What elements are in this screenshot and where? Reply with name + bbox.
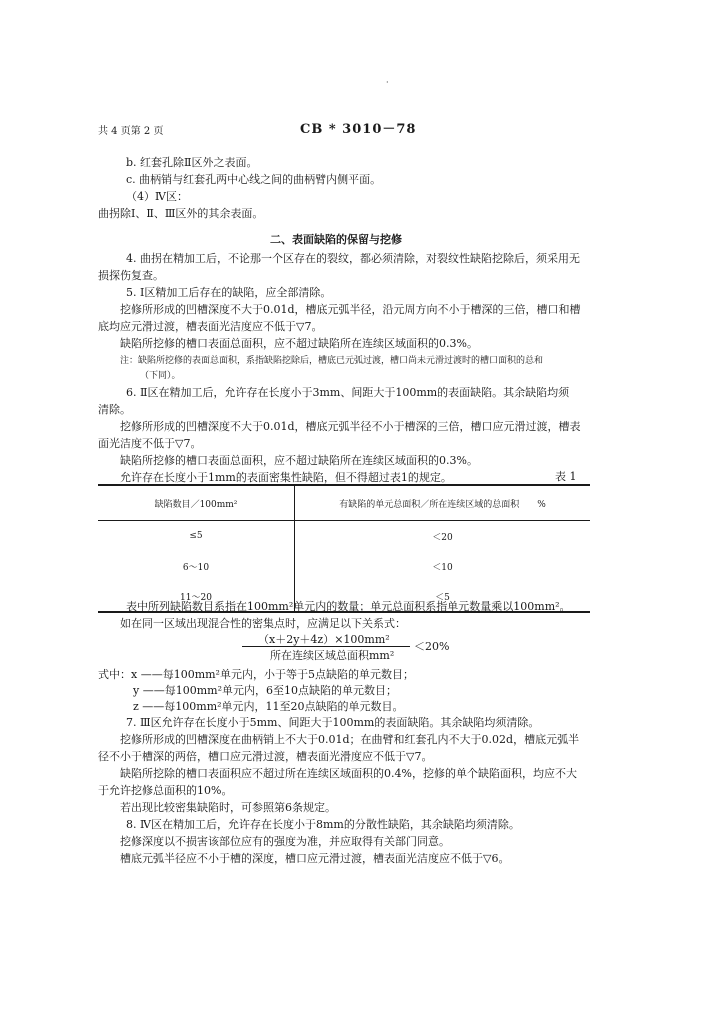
para-5: 5. Ⅰ区精加工后存在的缺陷，应全部清除。 — [126, 286, 332, 299]
area-ratio-cell: ＜20 — [432, 532, 453, 543]
zone4-text: 曲拐除Ⅰ、Ⅱ、Ⅲ区外的其余表面。 — [98, 207, 264, 220]
para-7: 7. Ⅲ区允许存在长度小于5mm、间距大于100mm的表面缺陷。其余缺陷均须清除。 — [126, 716, 540, 729]
defect-count-cell: 6～10 — [98, 551, 295, 581]
para-8: 8. Ⅳ区在精加工后，允许存在长度小于8mm的分散性缺陷，其余缺陷均须清除。 — [126, 818, 520, 831]
para-7-dense: 若出现比较密集缺陷时，可参照第6条规定。 — [120, 801, 336, 814]
para-6-dig-line2: 面光洁度不低于▽7。 — [98, 437, 202, 450]
formula-result: ＜20% — [414, 640, 450, 653]
defect-count-cell: 11～20 — [98, 581, 295, 612]
para-7-dig-line1: 挖修所形成的凹槽深度在曲柄销上不大于0.01d；在曲臂和红套孔内不大于0.02d，槽底元弧半 — [120, 733, 580, 746]
para-5-area: 缺陷所挖修的槽口表面总面积，应不超过缺陷所在连续区域面积的0.3%。 — [120, 337, 478, 350]
standard-code: CB * 3010－78 — [300, 122, 417, 137]
para-7-dig-line2: 径不小于槽深的两倍，槽口应元滑过渡，槽表面光滑度应不低于▽7。 — [98, 750, 433, 763]
section-title: 二、表面缺陷的保留与挖修 — [270, 233, 402, 246]
defect-density-table — [98, 484, 590, 613]
where-x: 式中：x ——每100mm²单元内，小于等于5点缺陷的单元数目； — [98, 668, 414, 681]
para-6-line2: 清除。 — [98, 403, 131, 416]
after-table-line1: 表中所列缺陷数目系指在100mm²单元内的数量；单元总面积系指单元数量乘以100mm²。 — [126, 600, 571, 613]
after-table-line2: 如在同一区域出现混合性的密集点时，应满足以下关系式： — [120, 617, 406, 630]
formula-fraction-line — [242, 646, 410, 647]
para-8-depth: 挖修深度以不损害该部位应有的强度为准，并应取得有关部门同意。 — [120, 835, 450, 848]
where-y: y ——每100mm²单元内，6至10点缺陷的单元数目； — [133, 684, 397, 697]
zone4-heading: （4）Ⅳ区： — [126, 190, 188, 203]
page-info: 共 4 页第 2 页 — [98, 126, 164, 137]
note-line1: 注：缺陷所挖修的表面总面积，系指缺陷挖除后，槽底已元弧过渡，槽口尚未元滑过渡时的槽口面积的总和 — [120, 356, 544, 366]
para-7-area-line2: 于允许挖修总面积的10%。 — [98, 784, 233, 797]
table-header-row — [98, 485, 590, 521]
c-region-line: c. 曲柄销与红套孔两中心线之间的曲柄臂内侧平面。 — [126, 173, 382, 186]
para-4-line1: 4. 曲拐在精加工后，不论那一个区存在的裂纹，都必须清除，对裂纹性缺陷挖除后，须采用无 — [126, 252, 580, 265]
para-6-area: 缺陷所挖修的槽口表面总面积，应不超过缺陷所在连续区域面积的0.3%。 — [120, 454, 478, 467]
para-5-dig-line2: 底均应元滑过渡，槽表面光洁度应不低于▽7。 — [98, 320, 323, 333]
formula-denominator: 所在连续区域总面积mm² — [270, 649, 395, 662]
para-6-line1: 6. Ⅱ区在精加工后，允许存在长度小于3mm、间距大于100mm的表面缺陷。其余缺陷均须 — [126, 386, 570, 399]
table-col1-header: 缺陷数目／100mm² — [98, 485, 295, 521]
defect-count-cell: ≤5 — [98, 521, 295, 552]
para-8-last: 槽底元弧半径应不小于槽的深度，槽口应元滑过渡，槽表面光洁度应不低于▽6。 — [120, 852, 510, 865]
para-4-line2: 损探伤复查。 — [98, 269, 164, 282]
b-region-line: b. 红套孔除Ⅱ区外之表面。 — [126, 156, 258, 169]
para-7-area-line1: 缺陷所挖除的槽口表面积应不超过所在连续区域面积的0.4%，挖修的单个缺陷面积，均应不大 — [120, 767, 577, 780]
table-col2-header: 有缺陷的单元总面积／所在连续区域的总面积 % — [295, 485, 591, 521]
table-row — [98, 551, 590, 581]
where-z: z ——每100mm²单元内，11至20点缺陷的单元数目。 — [133, 700, 404, 713]
page-mark: · — [386, 78, 389, 87]
para-6-allow: 允许存在长度小于1mm的表面密集性缺陷，但不得超过表1的规定。 — [120, 471, 452, 484]
area-ratio-cell: ＜5 — [295, 581, 591, 612]
para-6-dig-line1: 挖修所形成的凹槽深度不大于0.01d，槽底元弧半径不小于槽深的三倍，槽口应元滑过渡，槽表 — [120, 420, 581, 433]
table-row — [98, 521, 590, 552]
formula-numerator: （x＋2y＋4z）×100mm² — [258, 633, 390, 646]
table-label: 表 1 — [555, 470, 577, 483]
area-ratio-cell: ＜10 — [432, 562, 453, 573]
para-5-dig-line1: 挖修所形成的凹槽深度不大于0.01d，槽底元弧半径，沿元周方向不小于槽深的三倍，槽口和槽 — [120, 303, 581, 316]
note-line2: （下同）。 — [140, 371, 181, 381]
